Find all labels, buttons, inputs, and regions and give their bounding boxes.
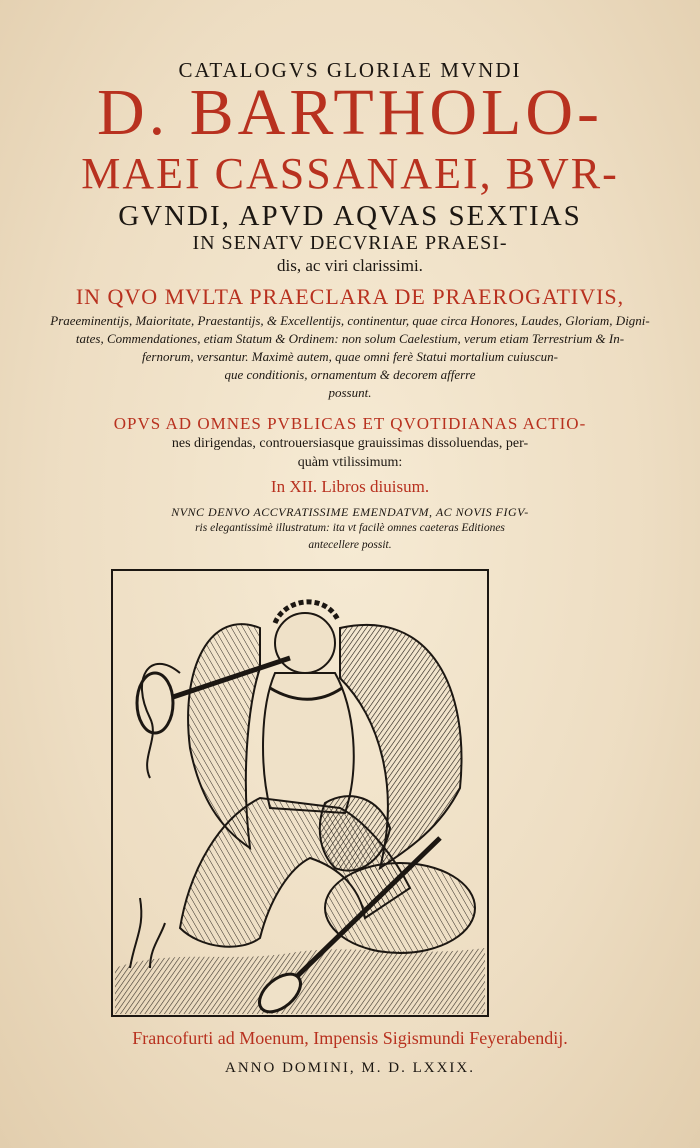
title-line-senate: IN SENATV DECVRIAE PRAESI-	[192, 232, 508, 254]
description-line: tates, Commendationes, etiam Statum & Ordinem: non solum Caelestium, verum etiam Terrestrium & In-	[75, 331, 625, 346]
edition-line: ris elegantissimè illustratum: ita vt facilè omnes caeteras Editiones	[195, 522, 505, 534]
title-line-in-quo: IN QVO MVLTA PRAECLARA DE PRAEROGATIVIS,	[75, 284, 625, 309]
title-line-author-1: D. BARTHOLO-	[96, 76, 603, 149]
woodcut-fame-icon	[110, 568, 490, 1018]
opus-line: nes dirigendas, controuersiasque grauissimas dissoluendas, per-	[171, 436, 529, 451]
description-line: possunt.	[328, 385, 372, 400]
description-line: fernorum, versantur. Maximè autem, quae omni ferè Statui mortalium cuiuscun-	[142, 349, 558, 364]
title-line-catalogus: CATALOGVS GLORIAE MVNDI	[178, 58, 522, 82]
date-line: ANNO DOMINI, M. D. LXXIX.	[225, 1060, 475, 1076]
title-line-author-2: MAEI CASSANAEI, BVR-	[81, 149, 619, 198]
imprint-line: Francofurti ad Moenum, Impensis Sigismundi Feyerabendij.	[132, 1028, 568, 1048]
edition-line: antecellere possit.	[308, 539, 392, 551]
description-line: Praeeminentijs, Maioritate, Praestantijs, & Excellentijs, continentur, quae circa Honores, Laudes, Gloriam, Digni-	[50, 313, 650, 328]
description-line: que conditionis, ornamentum & decorem afferre	[224, 367, 476, 382]
title-line-libros: In XII. Libros diuisum.	[270, 477, 430, 496]
opus-line: quàm vtilissimum:	[297, 455, 403, 470]
title-line-viri: dis, ac viri clarissimi.	[277, 256, 423, 275]
edition-line: NVNC DENVO ACCVRATISSIME EMENDATVM, AC NOVIS FIGV-	[171, 505, 529, 519]
title-line-place: GVNDI, APVD AQVAS SEXTIAS	[118, 200, 582, 232]
title-line-opus: OPVS AD OMNES PVBLICAS ET QVOTIDIANAS ACTIO-	[113, 414, 587, 433]
